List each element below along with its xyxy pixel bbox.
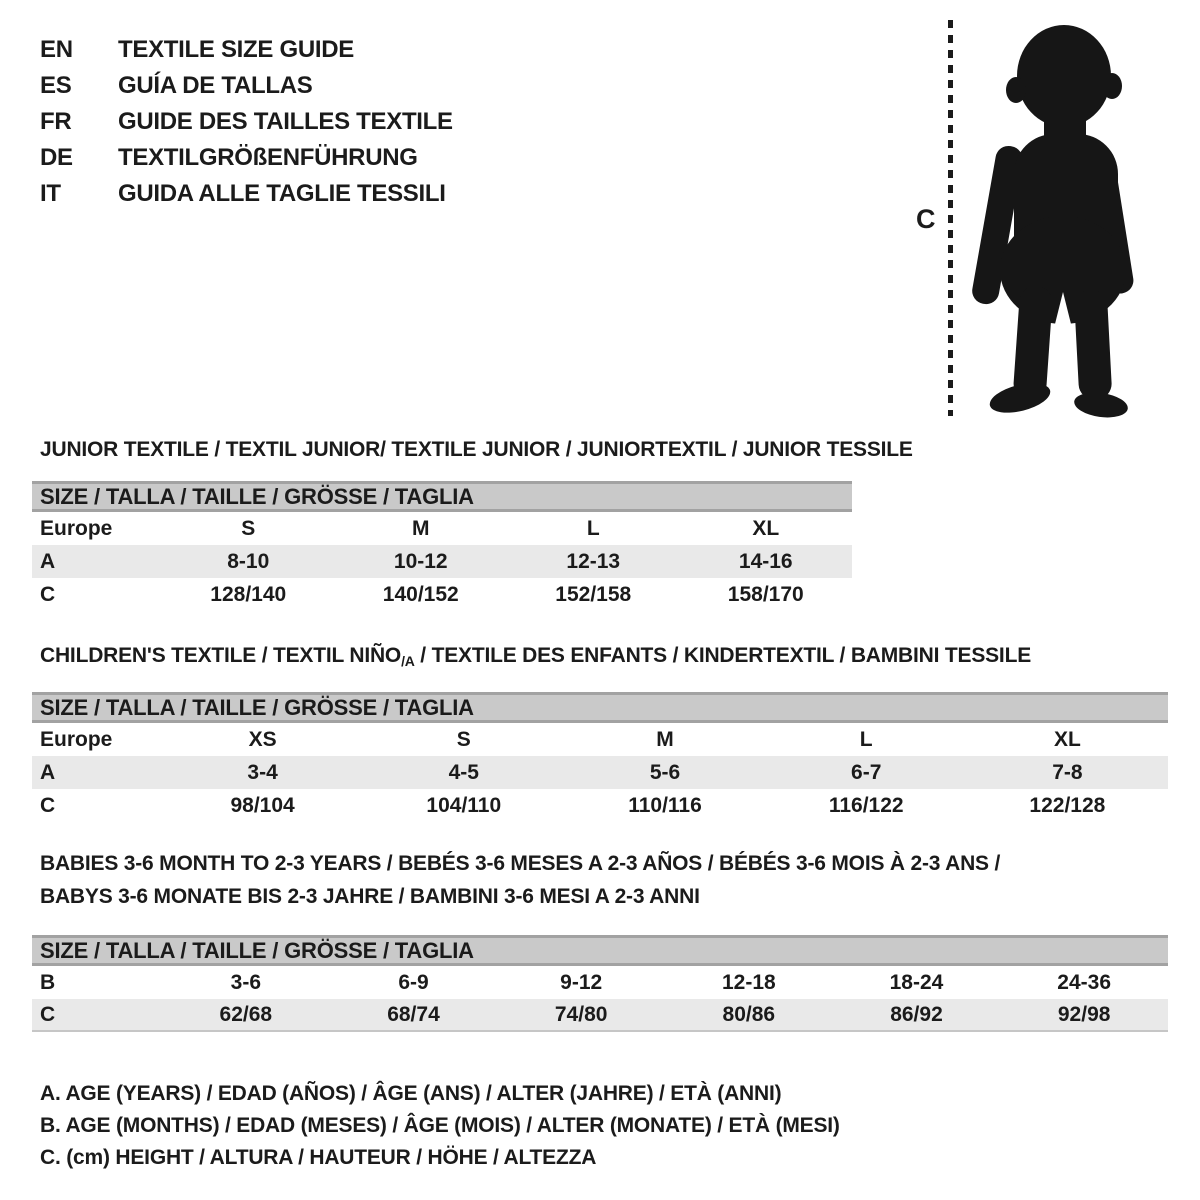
table-cell: 9-12 <box>560 970 603 994</box>
row-label: A <box>40 549 56 573</box>
babies-section-title-line1: BABIES 3-6 MONTH TO 2-3 YEARS / BEBÉS 3-6 MESES A 2-3 AÑOS / BÉBÉS 3-6 MOIS À 2-3 ANS / <box>40 852 1001 875</box>
table-row <box>32 723 1168 756</box>
table-cell: 24-36 <box>1057 970 1112 994</box>
lang-code: FR <box>40 108 72 135</box>
size-guide-content <box>32 438 1168 1178</box>
table-cell: 104/110 <box>426 793 502 817</box>
junior-size-table <box>32 481 852 611</box>
legend-line-b: B. AGE (MONTHS) / EDAD (MESES) / ÂGE (MOIS) / ALTER (MONATE) / ETÀ (MESI) <box>40 1114 840 1137</box>
table-cell: 14-16 <box>738 549 793 573</box>
table-cell: 98/104 <box>230 793 295 817</box>
height-measure-label: C <box>916 204 936 234</box>
lang-label: GUIDE DES TAILLES TEXTILE <box>118 108 453 135</box>
table-row <box>32 512 852 545</box>
junior-section <box>32 438 1168 611</box>
lang-label: GUIDA ALLE TAGLIE TESSILI <box>118 180 446 207</box>
toddler-silhouette-icon <box>960 18 1150 418</box>
table-cell: XL <box>1053 727 1081 751</box>
table-cell: 140/152 <box>382 582 459 606</box>
children-title-sub: /A <box>401 653 415 669</box>
row-label: A <box>40 760 56 784</box>
row-label: Europe <box>40 727 113 751</box>
lang-label: TEXTILE SIZE GUIDE <box>118 36 354 63</box>
table-cell: 3-4 <box>247 760 278 784</box>
children-title-pre: CHILDREN'S TEXTILE / TEXTIL NIÑO <box>40 644 402 667</box>
children-section <box>32 644 1168 822</box>
table-cell: 62/68 <box>219 1002 273 1026</box>
babies-size-table <box>32 935 1168 1032</box>
children-section-title <box>40 644 1168 673</box>
table-row <box>32 789 1168 822</box>
table-row <box>32 966 1168 999</box>
lang-label: TEXTILGRÖßENFÜHRUNG <box>118 144 418 171</box>
table-cell: 122/128 <box>1029 793 1106 817</box>
lang-code: IT <box>40 180 61 207</box>
table-cell: 12-18 <box>721 970 776 994</box>
lang-code: ES <box>40 72 72 99</box>
table-cell: 116/122 <box>828 793 904 817</box>
table-row <box>32 545 852 578</box>
table-cell: 10-12 <box>393 549 448 573</box>
size-header-bar: SIZE / TALLA / TAILLE / GRÖSSE / TAGLIA <box>32 481 852 512</box>
row-label: B <box>40 970 56 994</box>
children-size-table <box>32 692 1168 822</box>
legend <box>40 1082 1168 1178</box>
table-cell: 5-6 <box>649 760 681 784</box>
lang-code: DE <box>40 144 73 171</box>
table-cell: XL <box>752 516 780 540</box>
table-cell: 3-6 <box>230 970 261 994</box>
table-cell: 80/86 <box>722 1002 776 1026</box>
table-cell: 158/170 <box>727 582 804 606</box>
table-cell: 86/92 <box>890 1002 943 1026</box>
table-cell: 7-8 <box>1052 760 1083 784</box>
table-cell: 6-7 <box>851 760 882 784</box>
table-cell: 110/116 <box>628 793 702 817</box>
row-label: C <box>40 793 56 817</box>
babies-section-title-line2: BABYS 3-6 MONATE BIS 2-3 JAHRE / BAMBINI 3-6 MESI A 2-3 ANNI <box>40 885 700 908</box>
babies-section <box>32 852 1168 1032</box>
height-measure-dashed-line <box>948 20 953 416</box>
lang-label: GUÍA DE TALLAS <box>118 72 313 99</box>
table-cell: 74/80 <box>554 1002 608 1026</box>
table-cell: 92/98 <box>1057 1002 1111 1026</box>
size-header-bar: SIZE / TALLA / TAILLE / GRÖSSE / TAGLIA <box>32 935 1168 966</box>
row-label: Europe <box>40 516 113 540</box>
table-cell: 6-9 <box>398 970 429 994</box>
table-cell: 4-5 <box>448 760 479 784</box>
table-cell: M <box>656 727 674 751</box>
legend-line-a: A. AGE (YEARS) / EDAD (AÑOS) / ÂGE (ANS) / ALTER (JAHRE) / ETÀ (ANNI) <box>40 1082 782 1105</box>
legend-line-c: C. (cm) HEIGHT / ALTURA / HAUTEUR / HÖHE / ALTEZZA <box>40 1146 597 1169</box>
table-cell: 12-13 <box>566 549 621 573</box>
table-cell: 68/74 <box>387 1002 440 1026</box>
table-row <box>32 999 1168 1032</box>
height-measure-figure <box>902 16 1158 420</box>
table-cell: 18-24 <box>889 970 944 994</box>
junior-section-title: JUNIOR TEXTILE / TEXTIL JUNIOR/ TEXTILE JUNIOR / JUNIORTEXTIL / JUNIOR TESSILE <box>40 438 913 461</box>
table-cell: 8-10 <box>227 549 270 573</box>
table-cell: 128/140 <box>210 582 287 606</box>
children-title-post: / TEXTILE DES ENFANTS / KINDERTEXTIL / BAMBINI TESSILE <box>414 644 1032 667</box>
row-label: C <box>40 1002 56 1026</box>
table-row <box>32 578 852 611</box>
row-label: C <box>40 582 56 606</box>
table-cell: L <box>859 727 873 751</box>
table-cell: S <box>241 516 256 540</box>
lang-code: EN <box>40 36 73 63</box>
table-cell: S <box>456 727 471 751</box>
table-cell: 152/158 <box>555 582 632 606</box>
table-cell: M <box>412 516 430 540</box>
size-header-bar: SIZE / TALLA / TAILLE / GRÖSSE / TAGLIA <box>32 692 1168 723</box>
table-cell: XS <box>248 727 277 751</box>
table-cell: L <box>586 516 600 540</box>
table-row <box>32 756 1168 789</box>
